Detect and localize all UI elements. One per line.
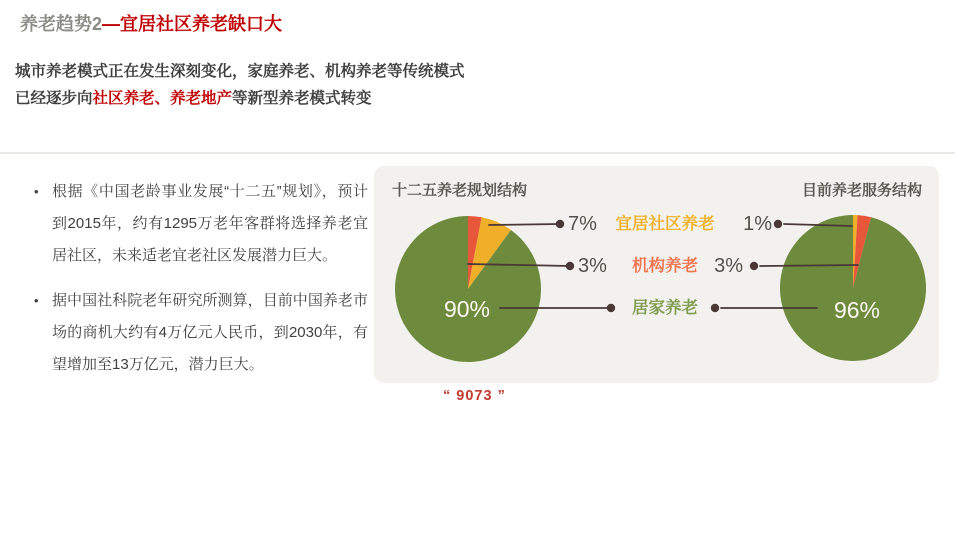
subtitle-line2 (15, 85, 465, 112)
list-item (32, 176, 368, 272)
pie-charts-svg (374, 166, 939, 383)
legend-item-community: 宜居社区养老 (615, 215, 715, 233)
bullet-text-2: 据中国社科院老年研究所测算，目前中国养老市场的商机大约有4万亿元人民币，到2030年，有望增加至13万亿元，潜力巨大。 (52, 292, 368, 373)
pie-chart-plan (395, 216, 541, 362)
caption-9073: “ 9073 ” (443, 388, 506, 404)
pct-label-right-home: 96% (833, 297, 881, 323)
pct-label-right-community: 1% (743, 213, 772, 235)
subtitle-line2-plain-tail: 等新型养老模式转变 (232, 90, 372, 107)
pct-label-left-home: 90% (443, 296, 491, 322)
chart-panel (374, 166, 939, 383)
legend-item-home: 居家养老 (632, 299, 698, 317)
bullet-text-1: 根据《中国老龄事业发展“十二五”规划》，预计到2015年，约有1295万老年客群将选择养老宜居社区，未来适老宜老社区发展潜力巨大。 (52, 183, 368, 264)
bullet-icon: • (34, 184, 39, 199)
subtitle-line1: 城市养老模式正在发生深刻变化，家庭养老、机构养老等传统模式 (15, 63, 465, 80)
legend-item-institution: 机构养老 (632, 257, 698, 275)
leader-dot-left-3 (566, 262, 574, 270)
leader-dot-right-96 (711, 304, 719, 312)
leader-dot-left-90 (607, 304, 615, 312)
subtitle-line2-red: 社区养老、养老地产 (92, 90, 233, 107)
bullet-list (32, 176, 368, 381)
leader-dot-right-3 (750, 262, 758, 270)
subtitle (15, 58, 465, 112)
pct-label-left-institution: 3% (578, 255, 607, 277)
right-chart-title: 目前养老服务结构 (801, 182, 922, 199)
title-emphasis: —宜居社区养老缺口大 (102, 14, 283, 34)
bullet-icon: • (34, 293, 39, 308)
subtitle-line2-plain: 已经逐步向 (15, 90, 93, 107)
leader-dot-left-7 (556, 220, 564, 228)
leader-line-left-7 (489, 224, 560, 225)
left-chart-title: 十二五养老规划结构 (392, 182, 528, 199)
leader-dot-right-1 (774, 220, 782, 228)
pie-chart-current (780, 215, 926, 361)
title-prefix: 养老趋势2 (20, 14, 103, 34)
page-title (20, 12, 282, 36)
pct-label-left-community: 7% (568, 213, 597, 235)
divider-line (0, 152, 955, 154)
leader-line-right-3 (760, 265, 858, 266)
list-item (32, 285, 368, 381)
pct-label-right-institution: 3% (714, 255, 743, 277)
